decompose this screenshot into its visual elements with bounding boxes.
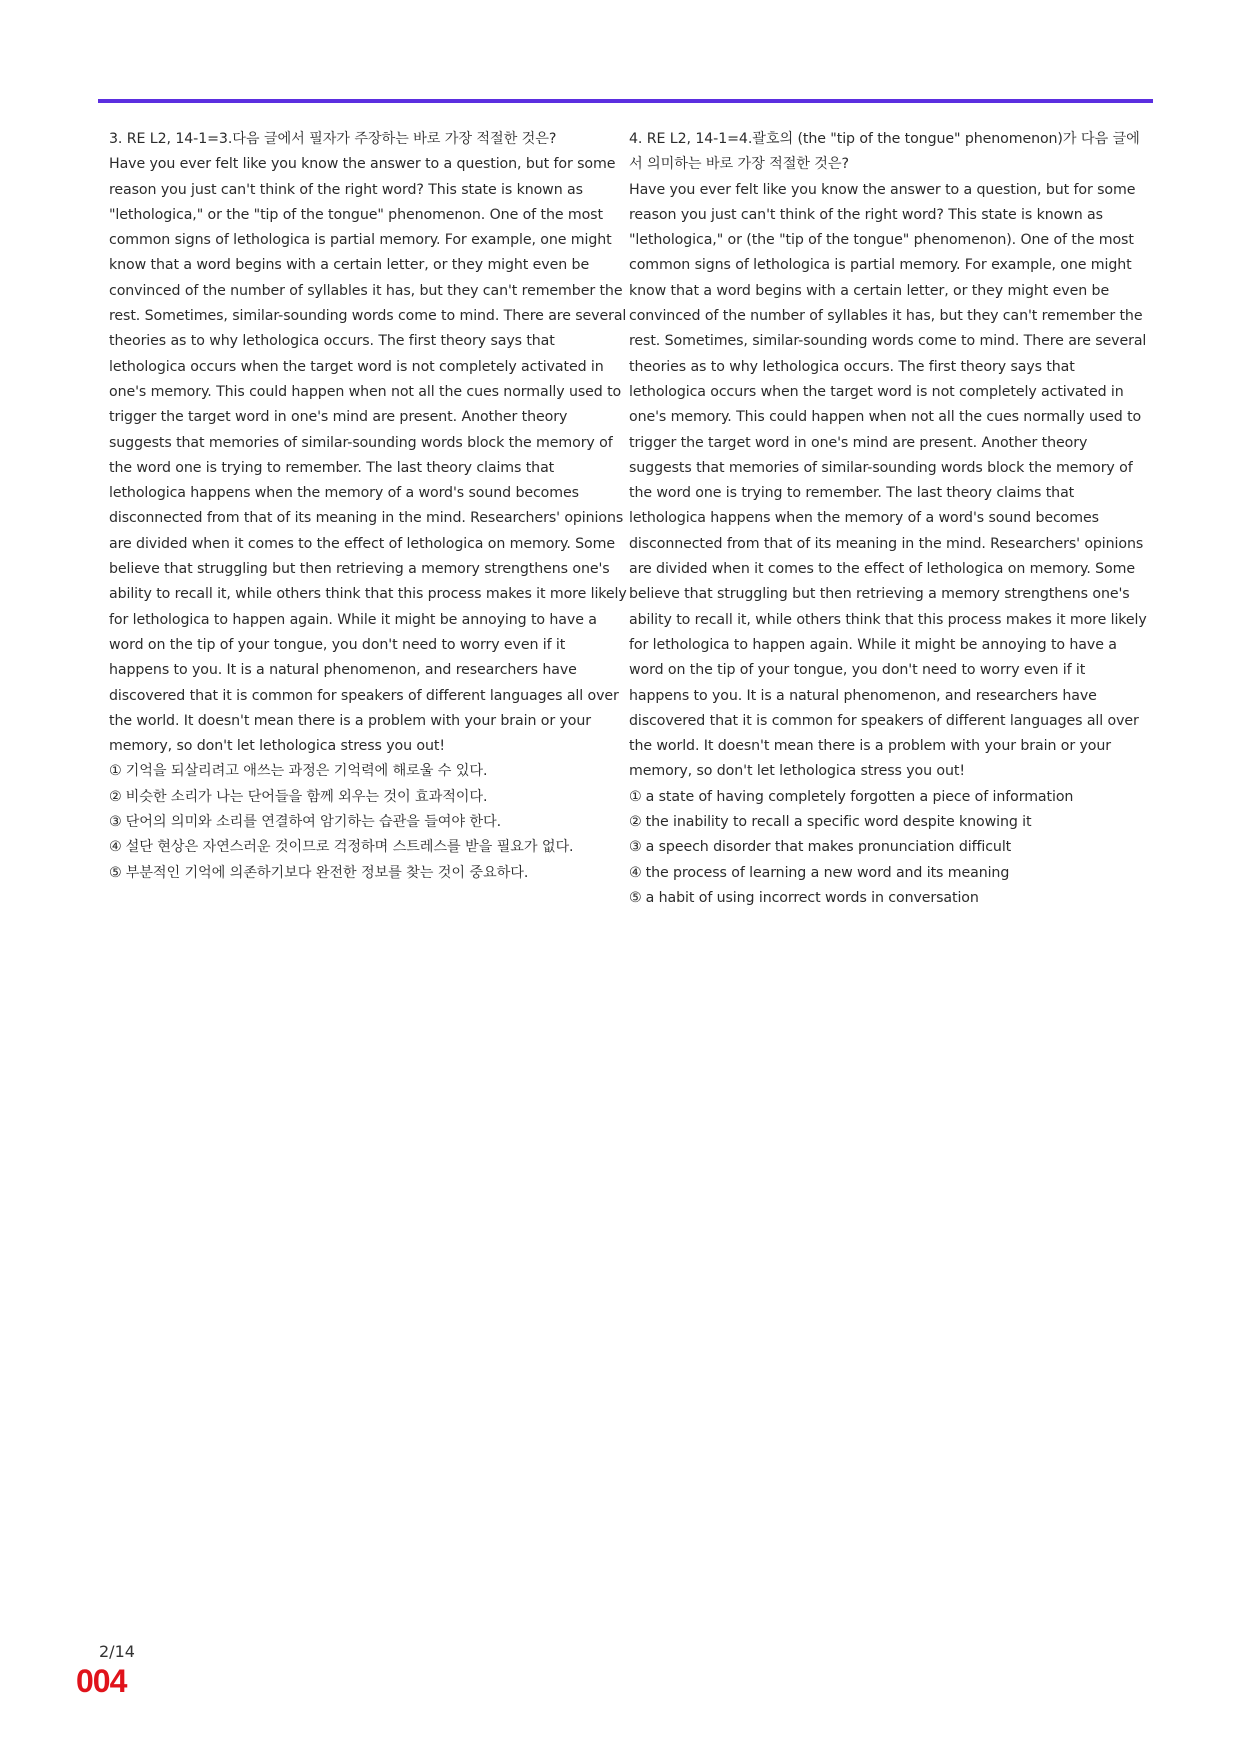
top-divider [98,99,1153,103]
option-marker: ① [109,763,122,780]
option-marker: ④ [629,864,642,881]
option-text: a habit of using incorrect words in conversation [645,889,979,906]
question-4-option-1[interactable] [629,785,1149,810]
question-4-option-4[interactable] [629,861,1149,886]
question-3-option-5[interactable] [109,861,629,886]
option-text: 단어의 의미와 소리를 연결하여 암기하는 습관을 들여야 한다. [125,814,502,831]
option-text: 부분적인 기억에 의존하기보다 완전한 정보를 찾는 것이 중요하다. [125,864,529,881]
question-4-heading: 4. RE L2, 14-1=4.괄호의 (the "tip of the tongue" phenomenon)가 다음 글에서 의미하는 바로 가장 적절한 것은? [629,131,1140,173]
question-3-option-2[interactable] [109,785,629,810]
question-3-heading: 3. RE L2, 14-1=3.다음 글에서 필자가 주장하는 바로 가장 적절한 것은? [109,131,557,147]
option-text: 기억을 되살리려고 애쓰는 과정은 기억력에 해로울 수 있다. [125,763,488,780]
option-marker: ③ [629,839,642,856]
question-3-option-4[interactable] [109,835,629,860]
page-number: 2/14 [99,1642,135,1661]
question-3 [109,127,629,886]
question-3-passage: Have you ever felt like you know the answer to a question, but for some reason you just can't think of the right word? This state is known as "lethologica," or the "tip of the tongue" phenomenon. One of the most common signs of lethologica is partial memory. For example, one might know that a word begins with a certain letter, or they might even be convinced of the number of syllables it has, but they can't remember the rest. Sometimes, similar-sounding words come to mind. There are several theories as to why lethologica occurs. The first theory says that lethologica occurs when the target word is not completely activated in one's memory. This could happen when not all the cues normally used to trigger the target word in one's mind are present. Another theory suggests that memories of similar-sounding words block the memory of the word one is trying to remember. The last theory claims that lethologica happens when the memory of a word's sound becomes disconnected from that of its meaning in the mind. Researchers' opinions are divided when it comes to the effect of lethologica on memory. Some believe that struggling but then retrieving a memory strengthens one's ability to recall it, while others think that this process makes it more likely for lethologica to happen again. While it might be annoying to have a word on the tip of your tongue, you don't need to worry even if it happens to you. It is a natural phenomenon, and researchers have discovered that it is common for speakers of different languages all over the world. It doesn't mean there is a problem with your brain or your memory, so don't let lethologica stress you out! [109,156,627,755]
question-4-option-5[interactable] [629,886,1149,911]
question-3-option-1[interactable] [109,759,629,784]
question-3-option-3[interactable] [109,810,629,835]
question-4-passage: Have you ever felt like you know the answer to a question, but for some reason you just can't think of the right word? This state is known as "lethologica," or (the "tip of the tongue" phenomenon). One of the most common signs of lethologica is partial memory. For example, one might know that a word begins with a certain letter, or they might even be convinced of the number of syllables it has, but they can't remember the rest. Sometimes, similar-sounding words come to mind. There are several theories as to why lethologica occurs. The first theory says that lethologica occurs when the target word is not completely activated in one's memory. This could happen when not all the cues normally used to trigger the target word in one's mind are present. Another theory suggests that memories of similar-sounding words block the memory of the word one is trying to remember. The last theory claims that lethologica happens when the memory of a word's sound becomes disconnected from that of its meaning in the mind. Researchers' opinions are divided when it comes to the effect of lethologica on memory. Some believe that struggling but then retrieving a memory strengthens one's ability to recall it, while others think that this process makes it more likely for lethologica to happen again. While it might be annoying to have a word on the tip of your tongue, you don't need to worry even if it happens to you. It is a natural phenomenon, and researchers have discovered that it is common for speakers of different languages all over the world. It doesn't mean there is a problem with your brain or your memory, so don't let lethologica stress you out! [629,181,1147,780]
option-marker: ③ [109,814,122,831]
page-code: 004 [76,1663,127,1699]
option-text: a state of having completely forgotten a piece of information [645,788,1074,805]
option-text: 설단 현상은 자연스러운 것이므로 걱정하며 스트레스를 받을 필요가 없다. [125,839,574,856]
option-text: a speech disorder that makes pronunciation difficult [645,839,1012,856]
question-4-options [629,785,1149,911]
question-4-option-2[interactable] [629,810,1149,835]
option-marker: ② [109,788,122,805]
option-text: the process of learning a new word and its meaning [645,864,1010,881]
option-marker: ① [629,788,642,805]
option-marker: ⑤ [109,864,122,881]
question-4 [629,127,1149,911]
question-3-options [109,759,629,885]
option-marker: ② [629,814,642,831]
option-marker: ⑤ [629,889,642,906]
option-text: 비슷한 소리가 나는 단어들을 함께 외우는 것이 효과적이다. [125,788,488,805]
question-4-option-3[interactable] [629,835,1149,860]
option-marker: ④ [109,839,122,856]
option-text: the inability to recall a specific word despite knowing it [645,814,1032,831]
